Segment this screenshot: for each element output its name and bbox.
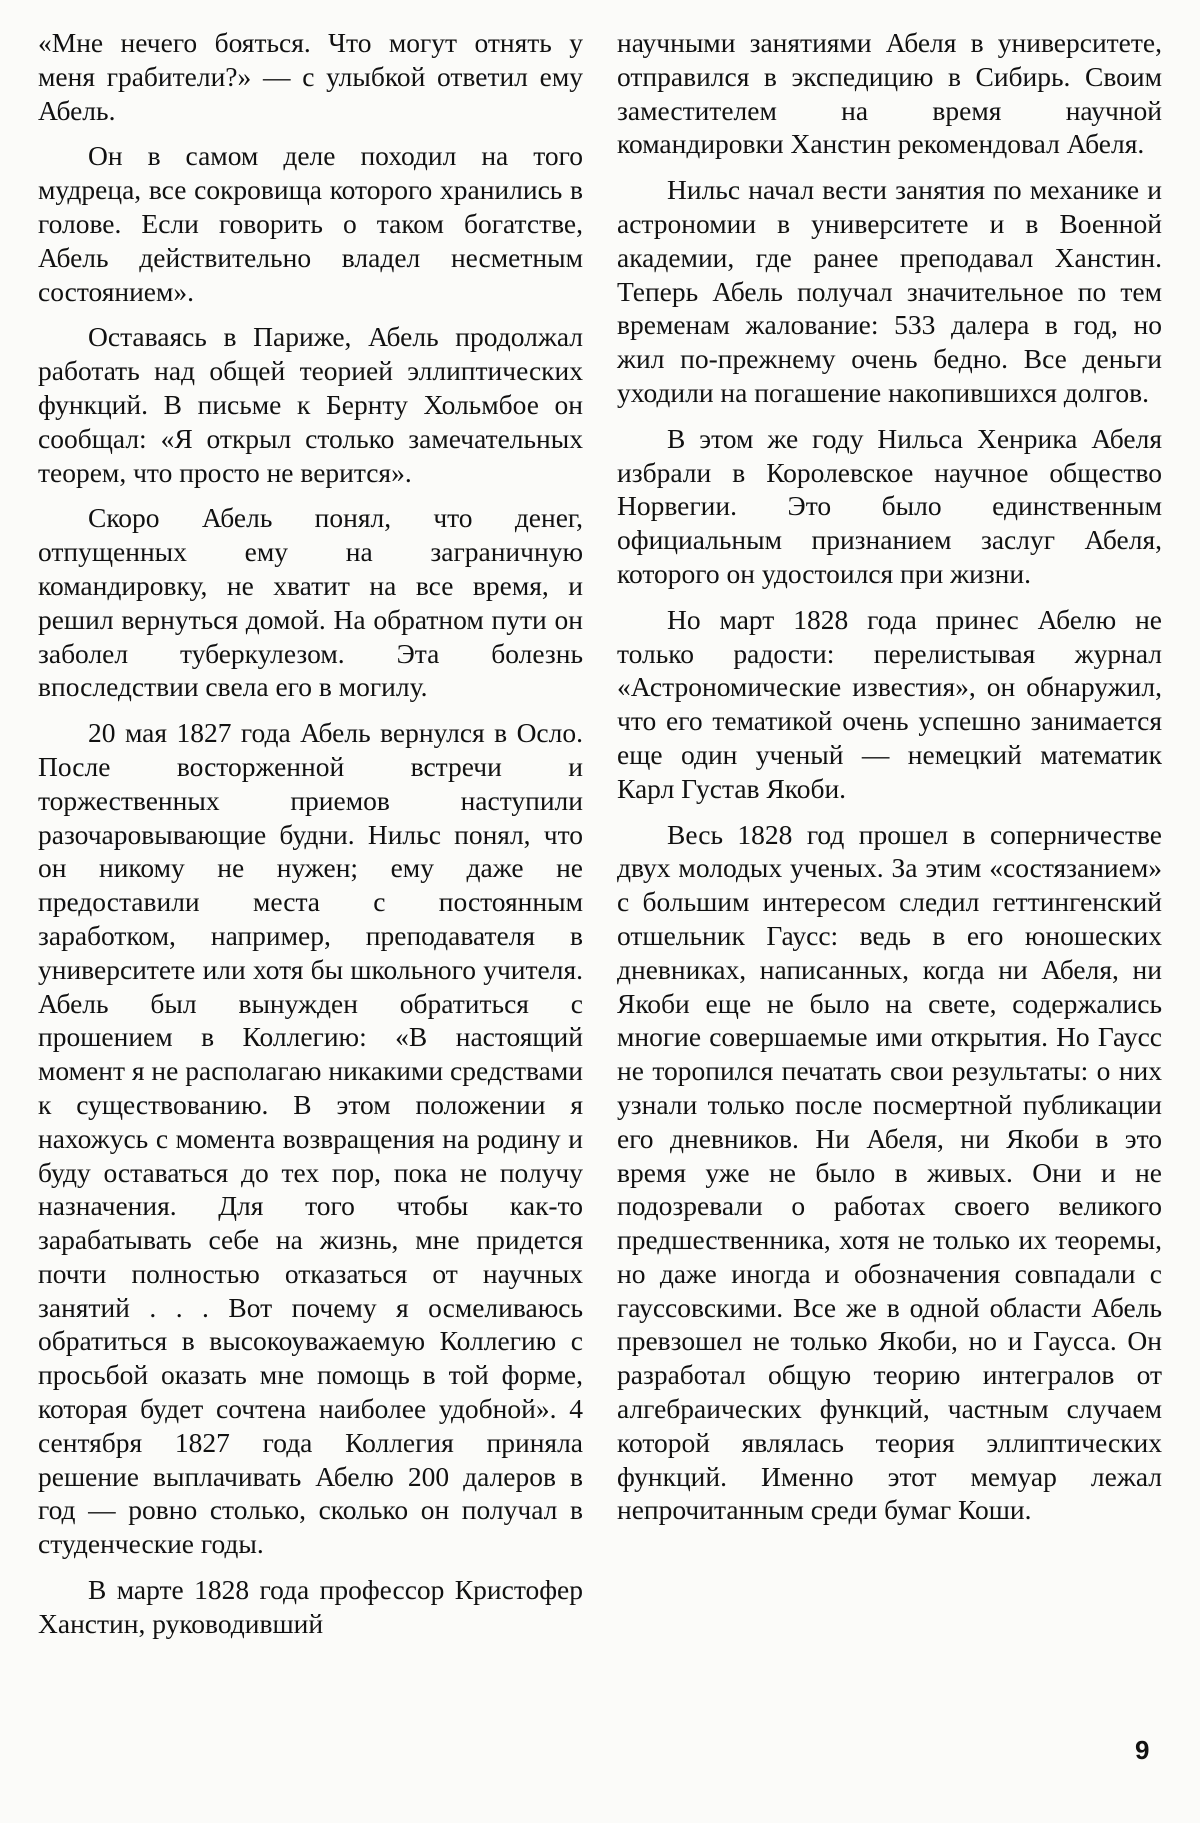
paragraph: В этом же году Нильса Хенрика Абеля избрали в Королевское научное общество Норвегии. Это было единственным официальным признанием заслуг Абеля, которого он удостоился при жизни. [617,422,1162,589]
paragraph: 20 мая 1827 года Абель вернулся в Осло. После восторженной встречи и торжественных приемов наступили разочаровывающие будни. Нильс понял, что он никому не нужен; ему даже не предоставили места с постоянным заработком, например, преподавателя в университете или хотя бы школьного учителя. Абель был вынужден обратиться с прошением в Коллегию: «В настоящий момент я не располагаю никакими средствами к существованию. В этом положении я нахожусь с момента возвращения на родину и буду оставаться до тех пор, пока не получу назначения. Для того чтобы как-то зарабатывать себе на жизнь, мне придется почти полностью отказаться от научных занятий . . . Вот почему я осмеливаюсь обратиться в высокоуважаемую Коллегию с просьбой оказать мне помощь в той форме, которая будет сочтена наиболее удобной». 4 сентября 1827 года Коллегия приняла решение выплачивать Абелю 200 далеров в год — ровно столько, сколько он получал в студенческие годы. [38,717,583,1560]
paragraph: Нильс начал вести занятия по механике и астрономии в университете и в Военной академии, где ранее преподавал Ханстин. Теперь Абель получал значительное по тем временам жалование: 533 далера в год, но жил по-прежнему очень бедно. Все деньги уходили на погашение накопившихся долгов. [617,174,1162,408]
paragraph: Но март 1828 года принес Абелю не только радости: перелистывая журнал «Астрономические известия», он обнаружил, что его тематикой очень успешно занимается еще один ученый — немецкий математик Карл Густав Якоби. [617,603,1162,804]
paragraph: Весь 1828 год прошел в соперничестве двух молодых ученых. За этим «состязанием» с большим интересом следил геттингенский отшельник Гаусс: ведь в его юношеских дневниках, написанных, когда ни Абеля, ни Якоби еще не было на свете, содержались многие совершаемые ими открытия. Но Гаусс не торопился печатать свои результаты: о них узнали только после посмертной публикации его дневников. Ни Абеля, ни Якоби в это время уже не было в живых. Они и не подозревали о работах своего великого предшественника, хотя не только их теоремы, но даже иногда и обозначения совпадали с гауссовскими. Все же в одной области Абель превзошел не только Якоби, но и Гаусса. Он разработал общую теорию интегралов от алгебраических функций, частным случаем которой являлась теория эллиптических функций. Именно этот мемуар лежал непрочитанным среди бумаг Коши. [617,818,1162,1526]
left-text-column [38,26,583,1641]
paragraph: Оставаясь в Париже, Абель продолжал работать над общей теорией эллиптических функций. В письме к Бернту Хольмбое он сообщал: «Я открыл столько замечательных теорем, что просто не верится». [38,321,583,488]
paragraph: научными занятиями Абеля в университете, отправился в экспедицию в Сибирь. Своим заместителем на время научной командировки Ханстин рекомендовал Абеля. [617,27,1162,160]
page-number: 9 [1135,1735,1150,1765]
paragraph: В марте 1828 года профессор Кристофер Ханстин, руководивший [38,1574,583,1639]
paragraph: Скоро Абель понял, что денег, отпущенных ему на заграничную командировку, не хватит на все время, и решил вернуться домой. На обратном пути он заболел туберкулезом. Эта болезнь впоследствии свела его в могилу. [38,502,583,703]
paragraph: Он в самом деле походил на того мудреца, все сокровища которого хранились в голове. Если говорить о таком богатстве, Абель действительно владел несметным состоянием». [38,140,583,307]
right-text-column [617,26,1162,1527]
paragraph: «Мне нечего бояться. Что могут отнять у меня грабители?» — с улыбкой ответил ему Абель. [38,27,583,126]
